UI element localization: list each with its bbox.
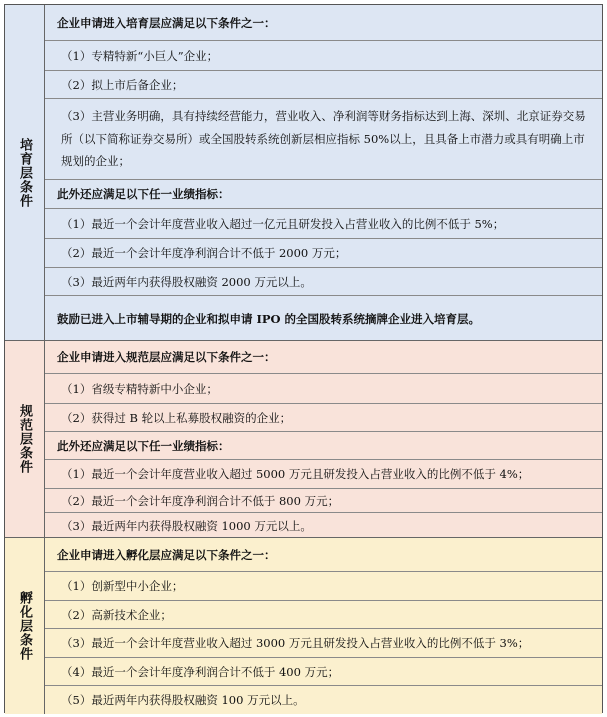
performance-item: （3）最近两年内获得股权融资 1000 万元以上。 [61,518,312,533]
condition-item: （2）高新技术企业； [45,601,602,629]
condition-item: （2）获得过 B 轮以上私募股权融资的企业； [45,404,602,432]
section-cultivation [5,5,602,341]
section-label-cell [5,538,45,714]
section-label: 孵化层条件 [17,591,32,661]
section-label-cell [5,341,45,537]
performance-header: 此外还应满足以下任一业绩指标： [45,432,602,460]
section-standard [5,341,602,538]
condition-header: 企业申请进入孵化层应满足以下条件之一： [45,538,602,572]
condition-item: （3）最近一个会计年度营业收入超过 3000 万元且研发投入占营业收入的比例不低于 3%； [45,629,602,658]
section-content [45,341,602,537]
condition-header: 企业申请进入培育层应满足以下条件之一： [45,5,602,41]
section-content [45,5,602,340]
performance-item: （2）最近一个会计年度净利润合计不低于 800 万元； [45,489,602,513]
performance-item: （1）最近一个会计年度营业收入超过一亿元且研发投入占营业收入的比例不低于 5%； [45,209,602,239]
section-incubation [5,538,602,714]
section-label: 培育层条件 [17,137,32,208]
performance-item: （1）最近一个会计年度营业收入超过 5000 万元且研发投入占营业收入的比例不低于 4%； [45,460,602,489]
cultivation-note: 鼓励已进入上市辅导期的企业和拟申请 IPO 的全国股转系统摘牌企业进入培育层。 [57,311,481,326]
condition-item: （3）主营业务明确，具有持续经营能力，营业收入、净利润等财务指标达到上海、深圳、北京证券交易所（以下简称证券交易所）或全国股转系统创新层相应指标 50%以上，且具备上市潜力或具有明确上市规划的企业； [45,99,602,180]
condition-item: （5）最近两年内获得股权融资 100 万元以上。 [61,693,305,707]
performance-item: （3）最近两年内获得股权融资 2000 万元以上。 [45,268,602,296]
condition-item: （4）最近一个会计年度净利润合计不低于 400 万元； [45,658,602,686]
condition-item: （1）省级专精特新中小企业； [45,374,602,404]
section-label-cell [5,5,45,340]
performance-header: 此外还应满足以下任一业绩指标： [45,180,602,209]
tier-conditions-table [4,4,603,713]
condition-item: （2）拟上市后备企业； [45,71,602,99]
condition-item: （1）专精特新“小巨人”企业； [45,41,602,71]
condition-item: （1）创新型中小企业； [45,572,602,601]
section-label: 规范层条件 [17,404,32,474]
condition-header: 企业申请进入规范层应满足以下条件之一： [45,341,602,374]
section-content [45,538,602,714]
performance-item: （2）最近一个会计年度净利润合计不低于 2000 万元； [45,239,602,268]
